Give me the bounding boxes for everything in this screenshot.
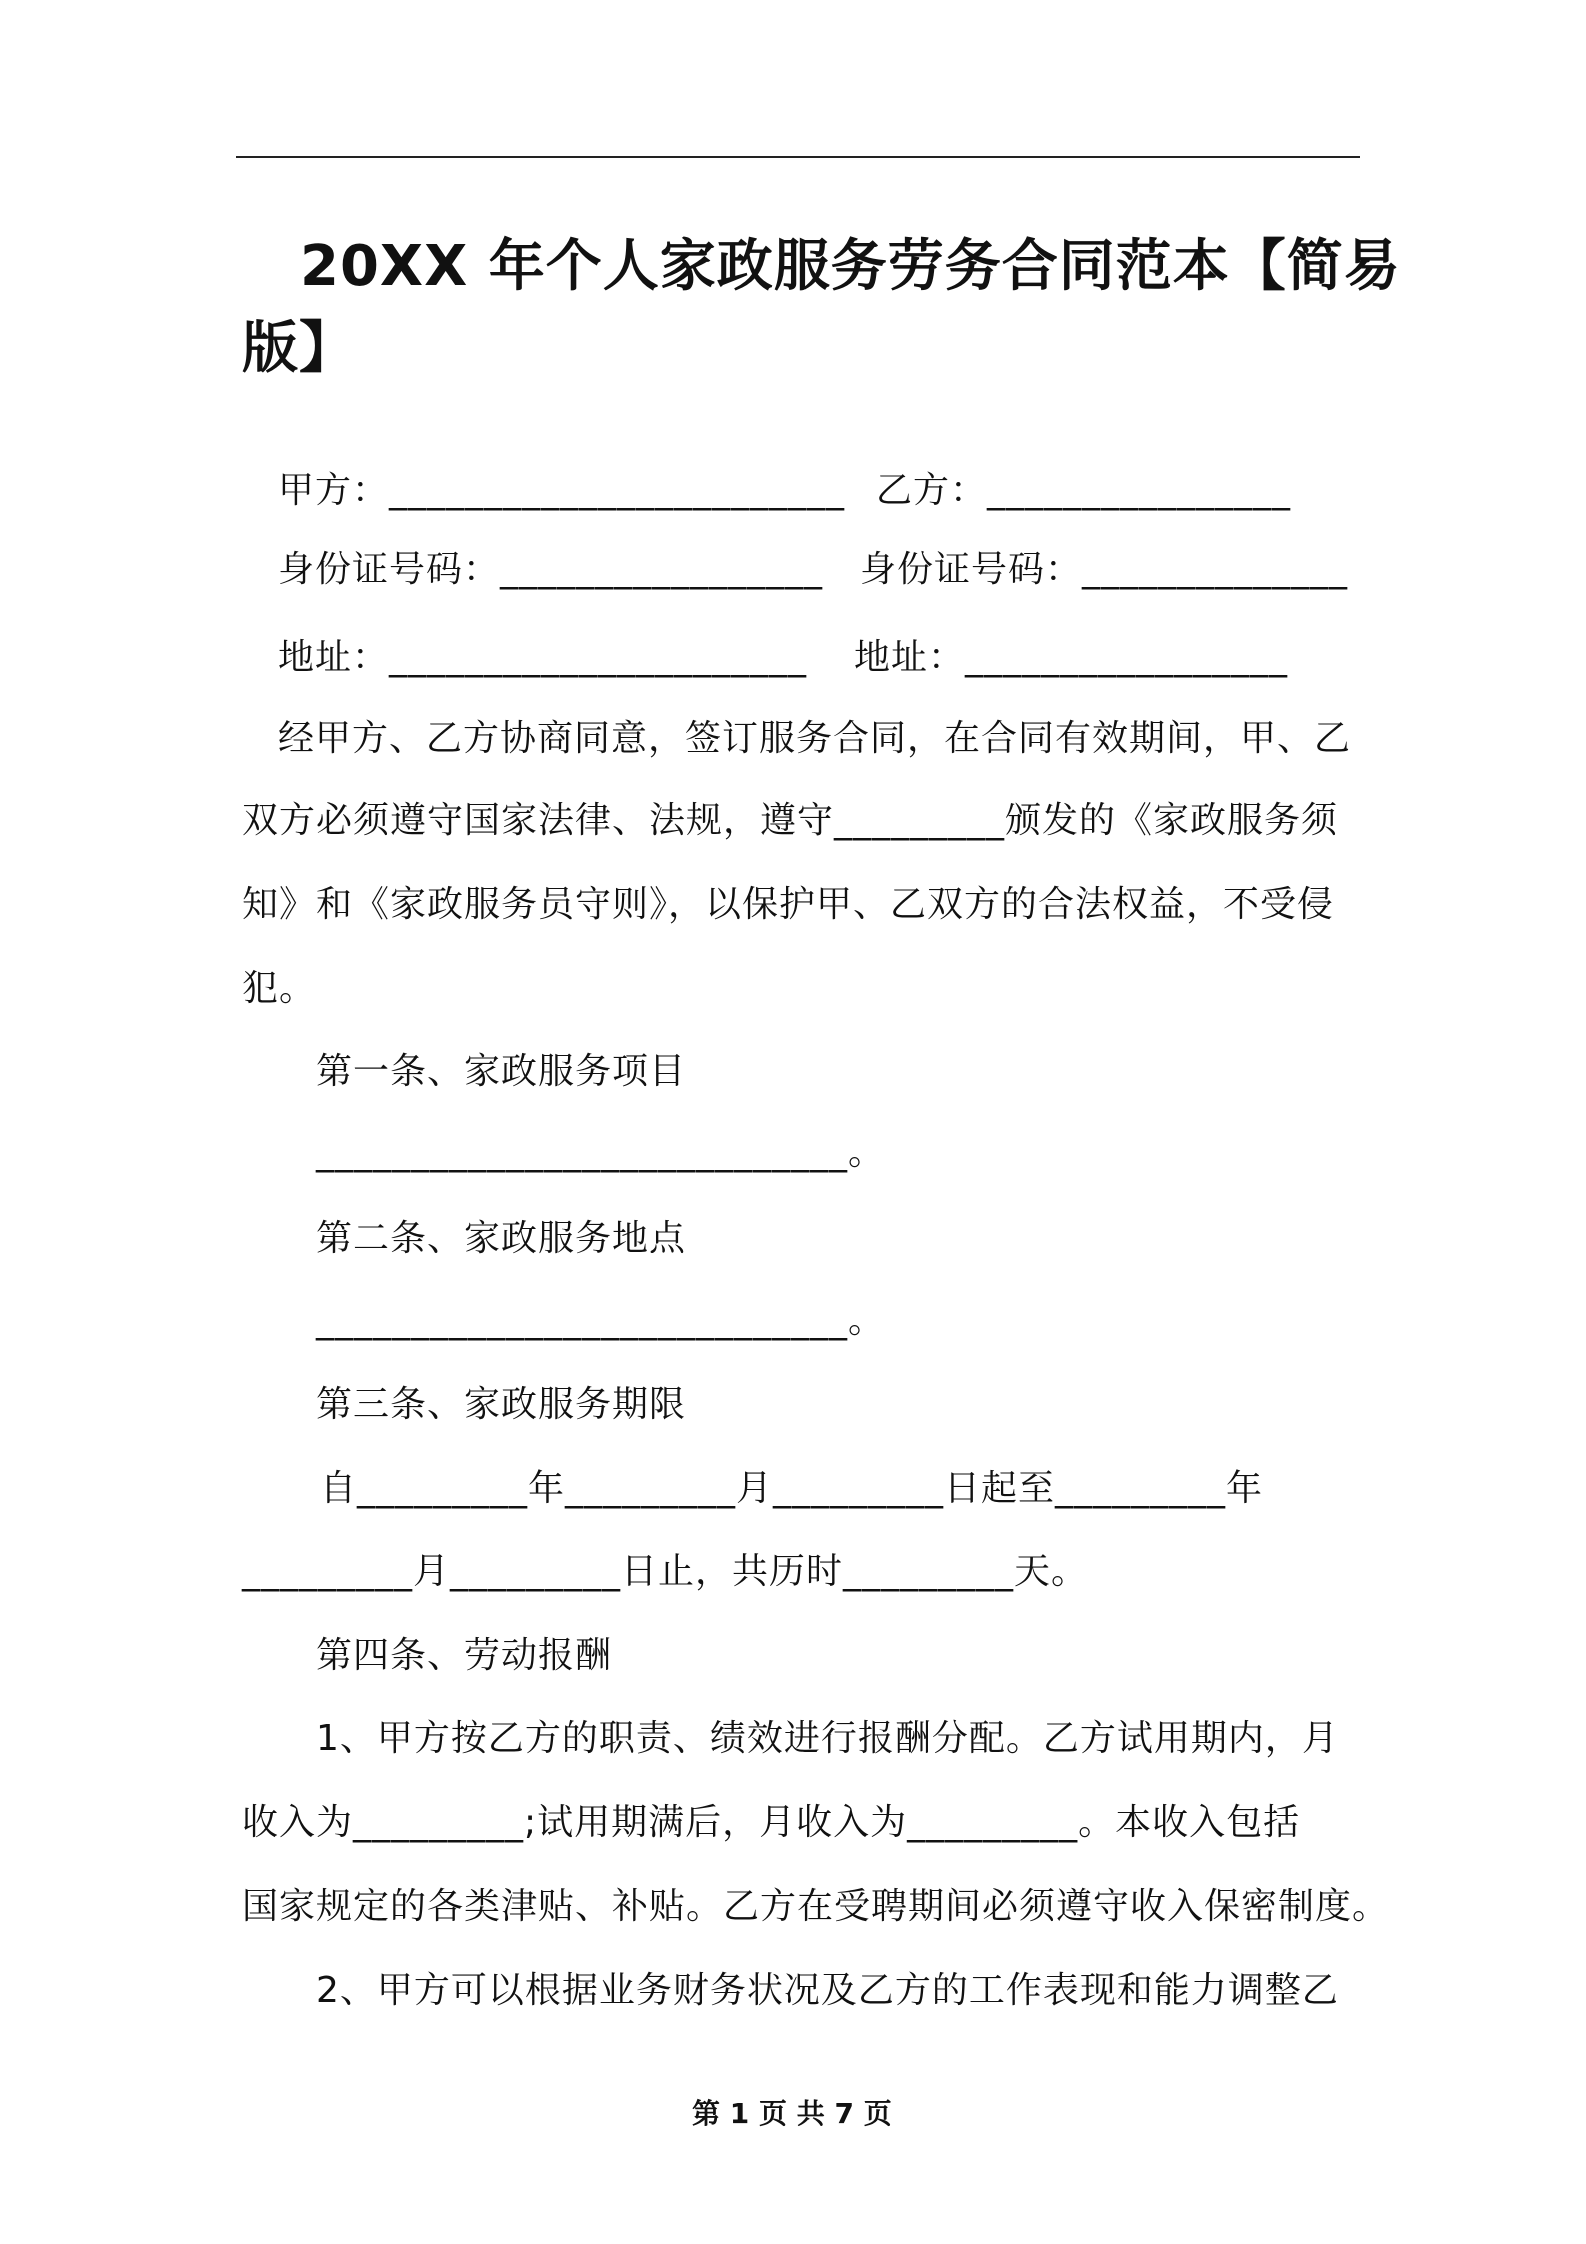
intro-line-1: 经甲方、乙方协商同意，签订服务合同，在合同有效期间，甲、乙	[278, 718, 1352, 759]
article-1-title: 第一条、家政服务项目	[316, 1051, 687, 1092]
article-2-title: 第二条、家政服务地点	[316, 1218, 687, 1259]
article-4-paragraph-2-line-1: 2、甲方可以根据业务财务状况及乙方的工作表现和能力调整乙	[316, 1970, 1339, 2011]
party-b-address-field: 地址：_________________	[854, 637, 1289, 678]
intro-line-4: 犯。	[242, 968, 317, 1009]
intro-line-2: 双方必须遵守国家法律、法规，遵守_________颁发的《家政服务须	[242, 800, 1339, 841]
article-3-line-2: _________月_________日止，共历时_________天。	[242, 1551, 1089, 1592]
document-title-line1: 20XX 年个人家政服务劳务合同范本【简易	[300, 234, 1401, 299]
party-a-address-field: 地址：______________________	[278, 637, 808, 678]
party-a-field: 甲方：________________________	[278, 470, 846, 511]
document-title-line2: 版】	[242, 316, 356, 381]
article-1-blank: ____________________________。	[316, 1132, 885, 1173]
party-b-id-field: 身份证号码：______________	[860, 549, 1349, 590]
article-2-blank: ____________________________。	[316, 1300, 885, 1341]
article-4-paragraph-1-line-1: 1、甲方按乙方的职责、绩效进行报酬分配。乙方试用期内，月	[316, 1718, 1339, 1759]
page-footer: 第 1 页 共 7 页	[692, 2097, 892, 2130]
article-3-title: 第三条、家政服务期限	[316, 1384, 687, 1425]
article-3-line-1: 自_________年_________月_________日起至_________年	[320, 1468, 1264, 1509]
article-4-paragraph-1-line-2: 收入为_________;试用期满后，月收入为_________。本收入包括	[242, 1802, 1301, 1843]
header-rule	[236, 156, 1360, 158]
article-4-paragraph-1-line-3: 国家规定的各类津贴、补贴。乙方在受聘期间必须遵守收入保密制度。	[242, 1886, 1390, 1927]
party-b-field: 乙方：________________	[876, 470, 1292, 511]
article-4-title: 第四条、劳动报酬	[316, 1635, 613, 1676]
intro-line-3: 知》和《家政服务员守则》，以保护甲、乙双方的合法权益，不受侵	[242, 884, 1335, 925]
party-a-id-field: 身份证号码：_________________	[278, 549, 824, 590]
